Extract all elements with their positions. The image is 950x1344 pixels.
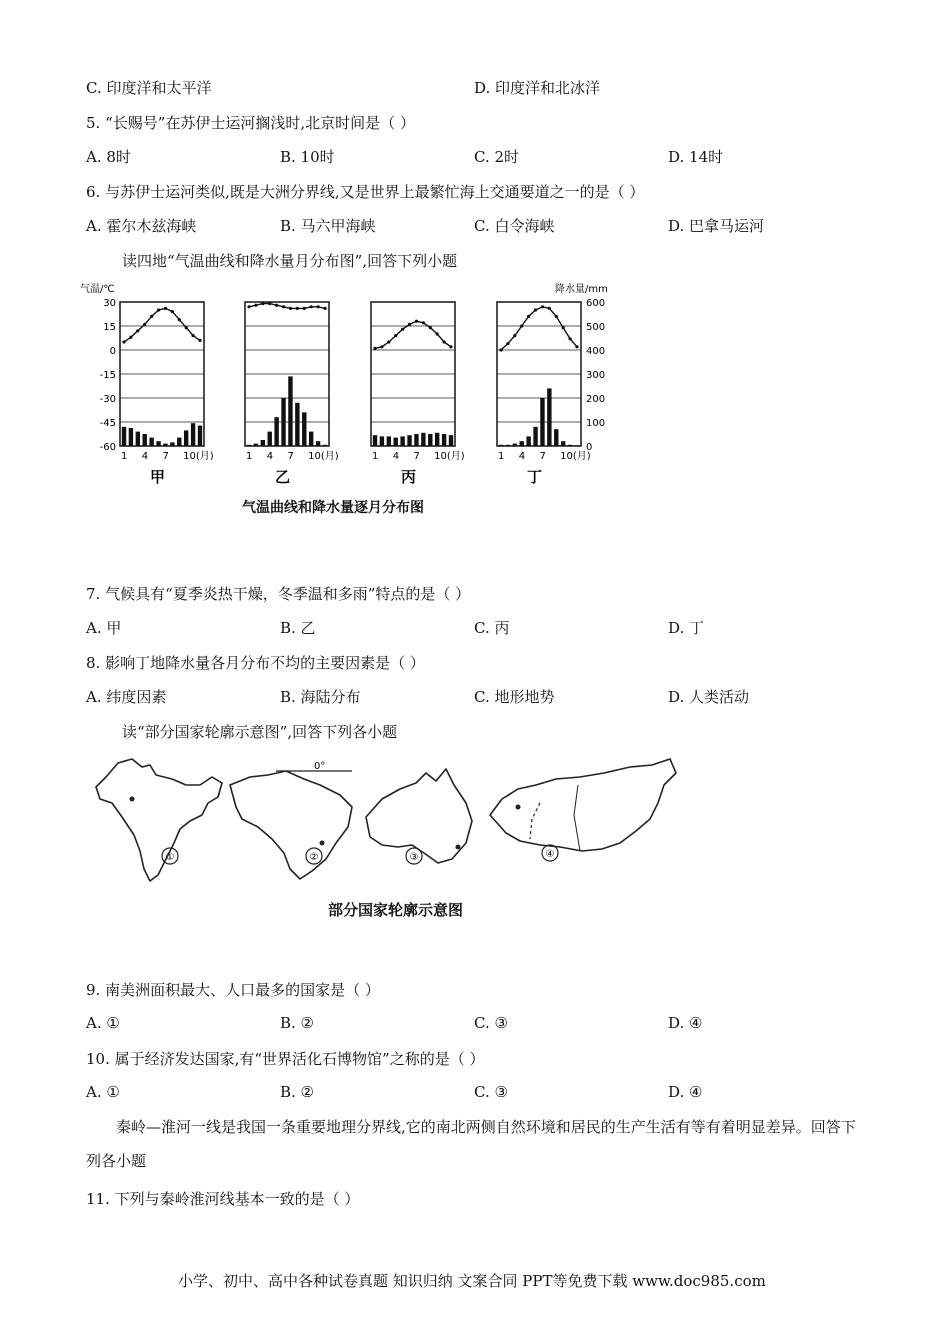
- y-right-tick-label: 200: [586, 394, 606, 405]
- map-label-2: ②: [309, 852, 319, 863]
- x-tick-label: 4: [266, 451, 274, 462]
- precipitation-bar: [163, 444, 167, 446]
- temperature-point: [129, 336, 132, 339]
- temperature-point: [268, 302, 271, 305]
- q7-option-b: B. 乙: [280, 619, 316, 637]
- x-tick-label: 10(月): [308, 451, 339, 462]
- q6-stem: 6. 与苏伊士运河类似,既是大洲分界线,又是世界上最繁忙海上交通要道之一的是（ ）: [86, 183, 645, 201]
- qinling-intro-text: 秦岭—淮河一线是我国一条重要地理分界线,它的南北两侧自然环境和居民的生产生活有等有着明显差异。回答下列各小题: [86, 1118, 856, 1170]
- q10-option-c: C. ③: [474, 1083, 508, 1101]
- temperature-point: [136, 329, 139, 332]
- temperature-point: [436, 332, 439, 335]
- climate-chart: [80, 278, 640, 488]
- panel-name: 丁: [527, 468, 543, 486]
- temperature-point: [296, 307, 299, 310]
- precipitation-bar: [254, 444, 258, 446]
- q10-option-d: D. ④: [668, 1083, 703, 1101]
- temperature-point: [178, 318, 181, 321]
- precipitation-bar: [554, 429, 558, 446]
- q5-stem: 5. “长赐号”在苏伊士运河搁浅时,北京时间是（ ）: [86, 114, 415, 132]
- y-left-tick-label: -30: [99, 394, 116, 405]
- precipitation-bar: [513, 444, 517, 446]
- q8-option-a: A. 纬度因素: [86, 688, 167, 706]
- y-left-tick-label: 15: [103, 322, 116, 333]
- q9-option-b: B. ②: [280, 1014, 315, 1032]
- temperature-point: [310, 305, 313, 308]
- temperature-point: [442, 340, 445, 343]
- temperature-point: [122, 340, 125, 343]
- x-tick-label: 10(月): [560, 451, 591, 462]
- precipitation-bar: [122, 427, 126, 446]
- temperature-point: [527, 315, 530, 318]
- precipitation-bar: [261, 440, 265, 446]
- x-tick-label: 7: [539, 451, 546, 462]
- precipitation-bar: [281, 398, 285, 446]
- y-left-tick-label: -45: [99, 418, 116, 429]
- q5-option-c: C. 2时: [474, 148, 520, 166]
- precipitation-bar: [149, 438, 153, 446]
- temperature-point: [254, 304, 257, 307]
- india-outline: [96, 759, 222, 881]
- y-left-tick-label: -15: [99, 370, 116, 381]
- precipitation-bar: [561, 441, 565, 446]
- climate-intro: 读四地“气温曲线和降水量月分布图”,回答下列小题: [122, 252, 458, 270]
- q9-option-c: C. ③: [474, 1014, 508, 1032]
- precipitation-bar: [288, 376, 292, 446]
- q10-option-a: A. ①: [86, 1083, 120, 1101]
- x-tick-label: 7: [413, 451, 420, 462]
- q10-option-b: B. ②: [280, 1083, 315, 1101]
- temperature-point: [415, 320, 418, 323]
- temperature-point: [275, 304, 278, 307]
- panel-name: 甲: [150, 468, 166, 486]
- q9-option-d: D. ④: [668, 1014, 703, 1032]
- temperature-point: [499, 348, 502, 351]
- temperature-point: [373, 347, 376, 350]
- q6-option-a: A. 霍尔木兹海峡: [86, 217, 197, 235]
- temperature-point: [289, 307, 292, 310]
- precipitation-bar: [136, 432, 140, 446]
- temperature-point: [198, 339, 201, 342]
- temperature-point: [401, 328, 404, 331]
- temperature-line: [501, 307, 577, 350]
- precipitation-bar: [533, 427, 537, 446]
- qinling-intro: [86, 1110, 866, 1178]
- temperature-point: [534, 308, 537, 311]
- temperature-point: [408, 323, 411, 326]
- q5-option-d: D. 14时: [668, 148, 724, 166]
- y-left-tick-label: 30: [103, 298, 116, 309]
- temperature-point: [323, 307, 326, 310]
- precipitation-bar: [506, 445, 510, 446]
- precipitation-bar: [268, 432, 272, 446]
- temperature-point: [380, 345, 383, 348]
- temperature-point: [261, 302, 264, 305]
- q10-stem: 10. 属于经济发达国家,有“世界活化石博物馆”之称的是（ ）: [86, 1050, 485, 1068]
- x-tick-label: 10(月): [183, 451, 214, 462]
- q4-option-c: C. 印度洋和太平洋: [86, 79, 212, 97]
- precipitation-bar: [575, 445, 579, 446]
- q9-stem: 9. 南美洲面积最大、人口最多的国家是（ ）: [86, 981, 380, 999]
- q5-option-b: B. 10时: [280, 148, 335, 166]
- x-tick-label: 7: [162, 451, 169, 462]
- precipitation-bar: [407, 435, 411, 446]
- q4-option-d: D. 印度洋和北冰洋: [474, 79, 601, 97]
- precipitation-bar: [191, 423, 195, 446]
- x-tick-label: 4: [392, 451, 400, 462]
- temperature-point: [541, 305, 544, 308]
- page-footer: 小学、初中、高中各种试卷真题 知识归纳 文案合同 PPT等免费下载 www.doc985.com: [178, 1272, 766, 1290]
- q9-option-a: A. ①: [86, 1014, 120, 1032]
- q5-option-a: A. 8时: [86, 148, 131, 166]
- temperature-point: [548, 307, 551, 310]
- precipitation-bar: [380, 436, 384, 446]
- q6-option-b: B. 马六甲海峡: [280, 217, 376, 235]
- x-tick-label: 10(月): [434, 451, 465, 462]
- precipitation-bar: [394, 438, 398, 446]
- x-tick-label: 7: [287, 451, 294, 462]
- y-left-tick-label: 0: [109, 346, 116, 357]
- x-tick-label: 1: [498, 451, 505, 462]
- q8-stem: 8. 影响丁地降水量各月分布不均的主要因素是（ ）: [86, 654, 425, 672]
- x-tick-label: 1: [246, 451, 253, 462]
- precipitation-bar: [387, 436, 391, 446]
- temperature-point: [282, 305, 285, 308]
- temperature-point: [150, 315, 153, 318]
- temperature-point: [449, 345, 452, 348]
- precipitation-bar: [316, 441, 320, 446]
- temperature-point: [575, 345, 578, 348]
- precipitation-bar: [547, 388, 551, 446]
- q7-option-a: A. 甲: [86, 619, 122, 637]
- temperature-point: [506, 342, 509, 345]
- temperature-point: [171, 310, 174, 313]
- temperature-point: [513, 334, 516, 337]
- temperature-line: [124, 308, 200, 342]
- precipitation-bar: [449, 435, 453, 446]
- chart-title: 气温曲线和降水量逐月分布图: [242, 500, 424, 516]
- map-label-4: ④: [545, 849, 555, 860]
- q8-option-c: C. 地形地势: [474, 688, 555, 706]
- q6-option-d: D. 巴拿马运河: [668, 217, 765, 235]
- temperature-point: [562, 326, 565, 329]
- temperature-point: [316, 305, 319, 308]
- precipitation-bar: [156, 441, 160, 446]
- x-tick-label: 1: [372, 451, 379, 462]
- precipitation-bar: [400, 436, 404, 446]
- y-right-tick-label: 600: [586, 298, 606, 309]
- q7-option-c: C. 丙: [474, 619, 510, 637]
- temperature-point: [394, 334, 397, 337]
- q7-stem: 7. 气候具有“夏季炎热干燥，冬季温和多雨”特点的是（ ）: [86, 585, 471, 603]
- y-right-tick-label: 0: [586, 442, 593, 453]
- equator-label: 0°: [314, 761, 326, 772]
- temperature-point: [520, 324, 523, 327]
- panel-name: 丙: [401, 468, 417, 486]
- temperature-point: [387, 340, 390, 343]
- map-caption: 部分国家轮廓示意图: [328, 901, 464, 919]
- temperature-line: [249, 304, 325, 309]
- temperature-point: [429, 326, 432, 329]
- temperature-point: [164, 307, 167, 310]
- temperature-point: [191, 334, 194, 337]
- country-outline-map: [90, 755, 690, 890]
- y-right-tick-label: 400: [586, 346, 606, 357]
- precipitation-bar: [302, 412, 306, 446]
- temperature-point: [555, 315, 558, 318]
- precipitation-bar: [129, 428, 133, 446]
- q8-option-b: B. 海陆分布: [280, 688, 361, 706]
- x-tick-label: 4: [518, 451, 526, 462]
- precipitation-bar: [499, 445, 503, 446]
- y-left-axis-label: 气温/℃: [80, 284, 115, 295]
- precipitation-bar: [247, 445, 251, 446]
- q11-stem: 11. 下列与秦岭淮河线基本一致的是（ ）: [86, 1190, 360, 1208]
- precipitation-bar: [373, 435, 377, 446]
- precipitation-bar: [442, 434, 446, 446]
- australia-outline: [366, 769, 472, 863]
- map-intro: 读“部分国家轮廓示意图”,回答下列各小题: [122, 723, 398, 741]
- y-left-tick-label: -60: [99, 442, 116, 453]
- temperature-point: [143, 323, 146, 326]
- precipitation-bar: [309, 432, 313, 446]
- precipitation-bar: [526, 436, 530, 446]
- y-right-tick-label: 300: [586, 370, 606, 381]
- precipitation-bar: [177, 438, 181, 446]
- temperature-point: [157, 308, 160, 311]
- precipitation-bar: [435, 433, 439, 446]
- precipitation-bar: [198, 426, 202, 446]
- precipitation-bar: [143, 434, 147, 446]
- temperature-point: [568, 337, 571, 340]
- temperature-line: [375, 321, 451, 348]
- precipitation-bar: [274, 417, 278, 446]
- precipitation-bar: [540, 398, 544, 446]
- q7-option-d: D. 丁: [668, 619, 705, 637]
- precipitation-bar: [520, 441, 524, 446]
- y-right-tick-label: 500: [586, 322, 606, 333]
- precipitation-bar: [170, 442, 174, 446]
- temperature-point: [185, 326, 188, 329]
- precipitation-bar: [414, 434, 418, 446]
- temperature-point: [247, 305, 250, 308]
- precipitation-bar: [323, 445, 327, 446]
- x-tick-label: 1: [121, 451, 128, 462]
- brazil-outline: [230, 771, 352, 879]
- y-right-axis-label: 降水量/mm: [555, 284, 608, 295]
- precipitation-bar: [295, 403, 299, 446]
- y-right-tick-label: 100: [586, 418, 606, 429]
- q8-option-d: D. 人类活动: [668, 688, 750, 706]
- map-label-3: ③: [409, 852, 419, 863]
- precipitation-bar: [184, 430, 188, 446]
- precipitation-bar: [421, 433, 425, 446]
- q6-option-c: C. 白令海峡: [474, 217, 555, 235]
- panel-name: 乙: [275, 468, 291, 486]
- temperature-point: [422, 321, 425, 324]
- precipitation-bar: [568, 445, 572, 446]
- x-tick-label: 4: [141, 451, 149, 462]
- temperature-point: [303, 307, 306, 310]
- precipitation-bar: [428, 434, 432, 446]
- map-label-1: ①: [165, 852, 175, 863]
